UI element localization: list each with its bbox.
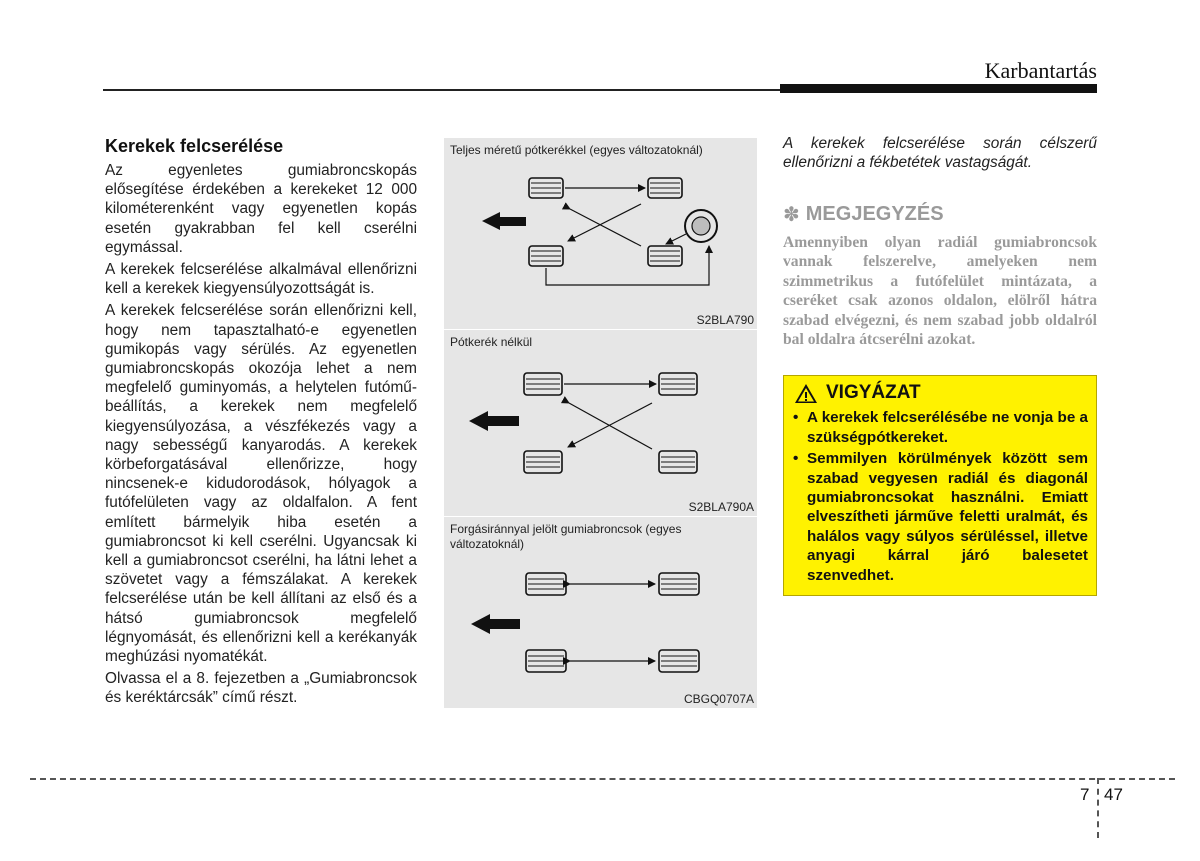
figure-rotation-with-spare: [444, 138, 757, 329]
running-header-title: Karbantartás: [984, 58, 1097, 83]
note-title: MEGJEGYZÉS: [805, 203, 944, 225]
warning-triangle-icon: [794, 383, 818, 404]
warning-box: [783, 375, 1097, 596]
warning-title: VIGYÁZAT: [826, 382, 921, 404]
body-paragraph-3: A kerekek felcserélése során ellenőrizni kell, hogy nem tapasztalható-e egyenetlen gumikopás vagy sérülés. Az egyenetlen gumiabroncskopás okozója lehet a nem megfelelő guminyomás, a helytelen futómű-beállítás, a kerekek nem megfelelő kiegyensúlyozása, a vészfékezés vagy a nagy sebességű kanyarodás. A kerekek körbeforgatásával ellenőrizze, hogy nincsenek-e kidudorodások, hólyagok a futófelületen vagy az oldalfalon. A fent említett bármelyik hiba esetén a gumiabroncsot ki kell cserélni. Ugyancsak ki kell a gumiabroncsot cserélni, ha látni lehet a szövetet vagy a fémszálakat. A kerekek felcserélése után be kell állítani az első és a hátsó gumiabroncsok megfelelő légnyomását, és ellenőrizni kell a kerékanyák meghúzási nyomatékát.: [105, 302, 417, 666]
tire-front-left-icon: [526, 573, 566, 595]
header-rule-thick: [780, 84, 1097, 93]
direction-arrow-icon: [469, 411, 519, 431]
tire-front-right-icon: [659, 373, 697, 395]
figure-caption: Forgásiránnyal jelölt gumiabroncsok (egyes változatoknál): [450, 522, 682, 551]
tire-rear-right-icon: [659, 650, 699, 672]
tire-rear-left-icon: [529, 246, 563, 266]
tire-front-right-icon: [648, 178, 682, 198]
spare-tire-icon: [685, 210, 717, 242]
figure-rotation-directional: [444, 517, 757, 708]
footer-dashed-rule: [30, 778, 1175, 780]
arrow-rl-to-spare: [546, 246, 709, 285]
figure-rotation-without-spare: [444, 330, 757, 516]
body-paragraph-4: Olvassa el a 8. fejezetben a „Gumiabroncsok és keréktárcsák” című részt.: [105, 670, 417, 707]
figure-code: CBGQ0707A: [683, 692, 754, 706]
tire-front-left-icon: [524, 373, 562, 395]
diagram-with-spare: [444, 138, 757, 329]
tire-front-right-icon: [659, 573, 699, 595]
note-asterisk-icon: ✽: [783, 204, 800, 226]
direction-arrow-icon: [482, 212, 526, 230]
figure-code: S2BLA790A: [688, 500, 754, 514]
note-heading: [783, 202, 1097, 227]
tire-rear-right-icon: [648, 246, 682, 266]
brake-pad-note: A kerekek felcserélése során célszerű ellenőrizni a fékbetétek vastagságát.: [783, 135, 1097, 171]
tire-front-left-icon: [529, 178, 563, 198]
tire-rear-right-icon: [659, 451, 697, 473]
header-rule-thin: [103, 89, 780, 91]
arrow-spare-to-rr: [666, 234, 686, 244]
right-column: [783, 134, 1097, 596]
section-title: Kerekek felcserélése: [105, 136, 284, 156]
warning-item-1: • A kerekek felcserélésébe ne vonja be a szükségpótkereket.: [792, 408, 1088, 447]
left-column: [105, 136, 417, 711]
tire-rear-left-icon: [524, 451, 562, 473]
warning-item-2: • Semmilyen körülmények között sem szabad vegyesen radiál és diagonál gumiabroncsokat használni. Emiatt elveszítheti járműve feletti uralmát, és halálos vagy súlyos sérüléssel, illetve anyagi kárral járó balesetet szenvedhet.: [792, 449, 1088, 585]
note-body: Amennyiben olyan radiál gumiabroncsok vannak felszerelve, amelyeken nem szimmetrikus a futófelület mintázata, a cseréket csak azonos oldalon, elölről hátra szabad elvégezni, és nem szabad jobb oldalról bal oldalra átcserélni azokat.: [783, 234, 1097, 349]
figure-caption: Teljes méretű pótkerékkel (egyes változatoknál): [450, 143, 703, 157]
arrow-fr-to-rl: [568, 204, 641, 241]
figure-caption: Pótkerék nélkül: [450, 335, 533, 349]
body-paragraph-2: A kerekek felcserélése alkalmával ellenőrizni kell a kerekek kiegyensúlyozottságát is.: [105, 261, 417, 298]
direction-arrow-icon: [471, 614, 520, 634]
chapter-number: 7: [1080, 785, 1090, 804]
footer-vertical-rule: [1097, 778, 1099, 838]
body-paragraph-1: Az egyenletes gumiabroncskopás elősegítése érdekében a kerekeket 12 000 kilométerenként vagy egyenetlen kopás esetén gyakrabban fel kell cserélni egymással.: [105, 162, 417, 256]
arrow-rr-to-fl: [570, 209, 641, 246]
figure-code: S2BLA790: [696, 313, 754, 327]
diagram-without-spare: [444, 330, 757, 516]
warning-heading: [794, 382, 1088, 404]
warning-list: [792, 408, 1088, 585]
page-number: 47: [1104, 785, 1123, 804]
tire-rear-left-icon: [526, 650, 566, 672]
